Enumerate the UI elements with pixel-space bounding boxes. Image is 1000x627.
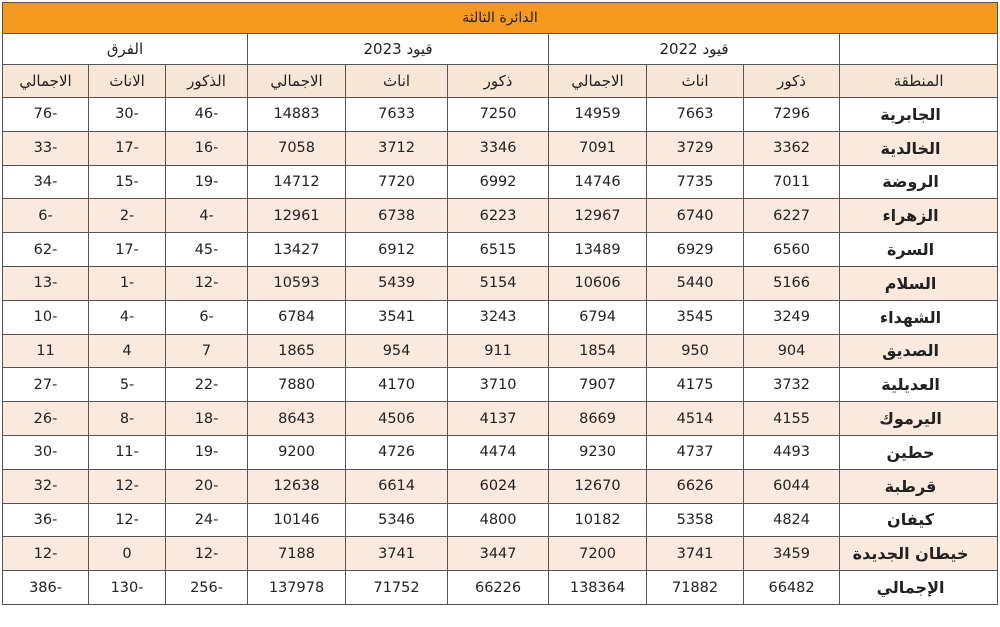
total-diff-cell: 32- xyxy=(3,469,89,503)
total-2022-cell: 9230 xyxy=(549,435,647,469)
total-diff-cell: 26- xyxy=(3,402,89,436)
region-cell: اليرموك xyxy=(840,402,998,436)
table-row xyxy=(3,199,998,233)
females-2023-cell: 6912 xyxy=(346,233,448,267)
total-2022-cell: 7091 xyxy=(549,131,647,165)
region-cell: الروضة xyxy=(840,165,998,199)
header-males-2023: ذكور xyxy=(448,65,549,98)
total-2023-cell: 7188 xyxy=(248,537,346,571)
total-2023-cell: 12961 xyxy=(248,199,346,233)
females-2023-cell: 7720 xyxy=(346,165,448,199)
males-2022-cell: 6044 xyxy=(744,469,840,503)
females-diff-cell: 0 xyxy=(89,537,166,571)
males-diff-cell: 18- xyxy=(166,402,248,436)
males-diff-cell: 12- xyxy=(166,266,248,300)
males-2022-cell: 4493 xyxy=(744,435,840,469)
females-2022-cell: 71882 xyxy=(647,571,744,605)
females-2023-cell: 4170 xyxy=(346,368,448,402)
total-diff-cell: 10- xyxy=(3,300,89,334)
females-diff-cell: 2- xyxy=(89,199,166,233)
table-body xyxy=(3,98,998,605)
region-cell: الشهداء xyxy=(840,300,998,334)
males-2023-cell: 3346 xyxy=(448,131,549,165)
total-diff-cell: 62- xyxy=(3,233,89,267)
females-2022-cell: 5358 xyxy=(647,503,744,537)
header-total-diff: الاجمالي xyxy=(3,65,89,98)
population-table xyxy=(2,2,998,605)
males-2023-cell: 6992 xyxy=(448,165,549,199)
total-2022-cell: 8669 xyxy=(549,402,647,436)
females-2022-cell: 3729 xyxy=(647,131,744,165)
males-2022-cell: 5166 xyxy=(744,266,840,300)
total-2022-cell: 138364 xyxy=(549,571,647,605)
males-diff-cell: 20- xyxy=(166,469,248,503)
males-2023-cell: 4474 xyxy=(448,435,549,469)
table-title: الدائرة الثالثة xyxy=(3,3,998,34)
total-2022-cell: 7200 xyxy=(549,537,647,571)
females-2022-cell: 3741 xyxy=(647,537,744,571)
total-2023-cell: 13427 xyxy=(248,233,346,267)
males-2023-cell: 6515 xyxy=(448,233,549,267)
males-2022-cell: 4824 xyxy=(744,503,840,537)
males-2023-cell: 3710 xyxy=(448,368,549,402)
table-row xyxy=(3,537,998,571)
table-row xyxy=(3,435,998,469)
males-2022-cell: 4155 xyxy=(744,402,840,436)
males-diff-cell: 22- xyxy=(166,368,248,402)
females-diff-cell: 15- xyxy=(89,165,166,199)
total-2022-cell: 10182 xyxy=(549,503,647,537)
region-cell: كيفان xyxy=(840,503,998,537)
total-2023-cell: 10593 xyxy=(248,266,346,300)
table-row xyxy=(3,402,998,436)
table-row xyxy=(3,98,998,132)
table-row xyxy=(3,469,998,503)
males-2022-cell: 7296 xyxy=(744,98,840,132)
total-2023-cell: 9200 xyxy=(248,435,346,469)
females-2022-cell: 7735 xyxy=(647,165,744,199)
males-2022-cell: 3732 xyxy=(744,368,840,402)
females-diff-cell: 17- xyxy=(89,233,166,267)
header-females-diff: الاناث xyxy=(89,65,166,98)
group-difference: الفرق xyxy=(3,34,248,65)
males-2023-cell: 66226 xyxy=(448,571,549,605)
females-2023-cell: 954 xyxy=(346,334,448,368)
females-diff-cell: 5- xyxy=(89,368,166,402)
females-diff-cell: 30- xyxy=(89,98,166,132)
region-cell: السرة xyxy=(840,233,998,267)
total-2022-cell: 12967 xyxy=(549,199,647,233)
females-2022-cell: 3545 xyxy=(647,300,744,334)
table-row xyxy=(3,266,998,300)
total-diff-cell: 36- xyxy=(3,503,89,537)
females-2023-cell: 6738 xyxy=(346,199,448,233)
header-total-2022: الاجمالي xyxy=(549,65,647,98)
females-diff-cell: 17- xyxy=(89,131,166,165)
females-2023-cell: 6614 xyxy=(346,469,448,503)
males-2022-cell: 6560 xyxy=(744,233,840,267)
females-2022-cell: 6929 xyxy=(647,233,744,267)
statistics-table-container xyxy=(2,2,997,605)
females-diff-cell: 130- xyxy=(89,571,166,605)
region-cell: الصديق xyxy=(840,334,998,368)
total-2023-cell: 14712 xyxy=(248,165,346,199)
females-2023-cell: 3541 xyxy=(346,300,448,334)
females-diff-cell: 8- xyxy=(89,402,166,436)
males-diff-cell: 7 xyxy=(166,334,248,368)
total-diff-cell: 386- xyxy=(3,571,89,605)
males-diff-cell: 4- xyxy=(166,199,248,233)
total-diff-cell: 30- xyxy=(3,435,89,469)
females-2022-cell: 4737 xyxy=(647,435,744,469)
males-2023-cell: 7250 xyxy=(448,98,549,132)
region-cell: الجابرية xyxy=(840,98,998,132)
males-2022-cell: 3459 xyxy=(744,537,840,571)
females-2023-cell: 4726 xyxy=(346,435,448,469)
region-cell: الزهراء xyxy=(840,199,998,233)
table-row xyxy=(3,233,998,267)
header-total-2023: الاجمالي xyxy=(248,65,346,98)
total-2023-cell: 6784 xyxy=(248,300,346,334)
females-2022-cell: 4175 xyxy=(647,368,744,402)
females-2023-cell: 71752 xyxy=(346,571,448,605)
males-diff-cell: 45- xyxy=(166,233,248,267)
males-2023-cell: 6223 xyxy=(448,199,549,233)
females-diff-cell: 12- xyxy=(89,469,166,503)
total-2023-cell: 10146 xyxy=(248,503,346,537)
males-2022-cell: 66482 xyxy=(744,571,840,605)
males-diff-cell: 12- xyxy=(166,537,248,571)
table-row xyxy=(3,571,998,605)
total-2022-cell: 10606 xyxy=(549,266,647,300)
females-diff-cell: 11- xyxy=(89,435,166,469)
total-2023-cell: 8643 xyxy=(248,402,346,436)
total-diff-cell: 76- xyxy=(3,98,89,132)
males-2022-cell: 6227 xyxy=(744,199,840,233)
males-2023-cell: 3243 xyxy=(448,300,549,334)
total-2023-cell: 7058 xyxy=(248,131,346,165)
males-diff-cell: 6- xyxy=(166,300,248,334)
region-cell: الخالدية xyxy=(840,131,998,165)
region-cell: حطين xyxy=(840,435,998,469)
group-2022: قيود 2022 xyxy=(549,34,840,65)
header-region: المنطقة xyxy=(840,65,998,98)
males-2023-cell: 4800 xyxy=(448,503,549,537)
total-2022-cell: 13489 xyxy=(549,233,647,267)
table-row xyxy=(3,334,998,368)
table-row xyxy=(3,503,998,537)
table-row xyxy=(3,300,998,334)
region-cell: السلام xyxy=(840,266,998,300)
males-2023-cell: 6024 xyxy=(448,469,549,503)
males-diff-cell: 19- xyxy=(166,165,248,199)
total-2023-cell: 12638 xyxy=(248,469,346,503)
table-row xyxy=(3,131,998,165)
total-diff-cell: 6- xyxy=(3,199,89,233)
females-2023-cell: 3712 xyxy=(346,131,448,165)
females-2022-cell: 7663 xyxy=(647,98,744,132)
total-2023-cell: 137978 xyxy=(248,571,346,605)
males-2022-cell: 3249 xyxy=(744,300,840,334)
total-2023-cell: 1865 xyxy=(248,334,346,368)
total-2023-cell: 7880 xyxy=(248,368,346,402)
total-2022-cell: 6794 xyxy=(549,300,647,334)
females-2022-cell: 4514 xyxy=(647,402,744,436)
males-2022-cell: 3362 xyxy=(744,131,840,165)
males-2022-cell: 7011 xyxy=(744,165,840,199)
females-diff-cell: 4- xyxy=(89,300,166,334)
females-2022-cell: 6740 xyxy=(647,199,744,233)
table-row xyxy=(3,368,998,402)
females-diff-cell: 1- xyxy=(89,266,166,300)
females-2023-cell: 7633 xyxy=(346,98,448,132)
males-2023-cell: 911 xyxy=(448,334,549,368)
header-males-2022: ذكور xyxy=(744,65,840,98)
region-group-spacer xyxy=(840,34,998,65)
males-diff-cell: 24- xyxy=(166,503,248,537)
total-diff-cell: 33- xyxy=(3,131,89,165)
header-females-2022: اناث xyxy=(647,65,744,98)
females-2022-cell: 5440 xyxy=(647,266,744,300)
total-diff-cell: 27- xyxy=(3,368,89,402)
group-2023: قيود 2023 xyxy=(248,34,549,65)
total-diff-cell: 34- xyxy=(3,165,89,199)
total-diff-cell: 13- xyxy=(3,266,89,300)
males-2022-cell: 904 xyxy=(744,334,840,368)
total-2022-cell: 14959 xyxy=(549,98,647,132)
header-males-diff: الذكور xyxy=(166,65,248,98)
region-cell: خيطان الجديدة xyxy=(840,537,998,571)
males-diff-cell: 46- xyxy=(166,98,248,132)
region-cell: الإجمالي xyxy=(840,571,998,605)
females-diff-cell: 12- xyxy=(89,503,166,537)
males-2023-cell: 3447 xyxy=(448,537,549,571)
total-2022-cell: 14746 xyxy=(549,165,647,199)
females-2023-cell: 4506 xyxy=(346,402,448,436)
females-2022-cell: 6626 xyxy=(647,469,744,503)
males-2023-cell: 5154 xyxy=(448,266,549,300)
total-2023-cell: 14883 xyxy=(248,98,346,132)
females-diff-cell: 4 xyxy=(89,334,166,368)
region-cell: قرطبة xyxy=(840,469,998,503)
males-diff-cell: 256- xyxy=(166,571,248,605)
males-diff-cell: 16- xyxy=(166,131,248,165)
females-2023-cell: 5439 xyxy=(346,266,448,300)
table-row xyxy=(3,165,998,199)
region-cell: العديلية xyxy=(840,368,998,402)
header-females-2023: اناث xyxy=(346,65,448,98)
males-diff-cell: 19- xyxy=(166,435,248,469)
total-2022-cell: 12670 xyxy=(549,469,647,503)
males-2023-cell: 4137 xyxy=(448,402,549,436)
females-2023-cell: 3741 xyxy=(346,537,448,571)
total-diff-cell: 11 xyxy=(3,334,89,368)
total-2022-cell: 7907 xyxy=(549,368,647,402)
total-2022-cell: 1854 xyxy=(549,334,647,368)
females-2022-cell: 950 xyxy=(647,334,744,368)
females-2023-cell: 5346 xyxy=(346,503,448,537)
total-diff-cell: 12- xyxy=(3,537,89,571)
